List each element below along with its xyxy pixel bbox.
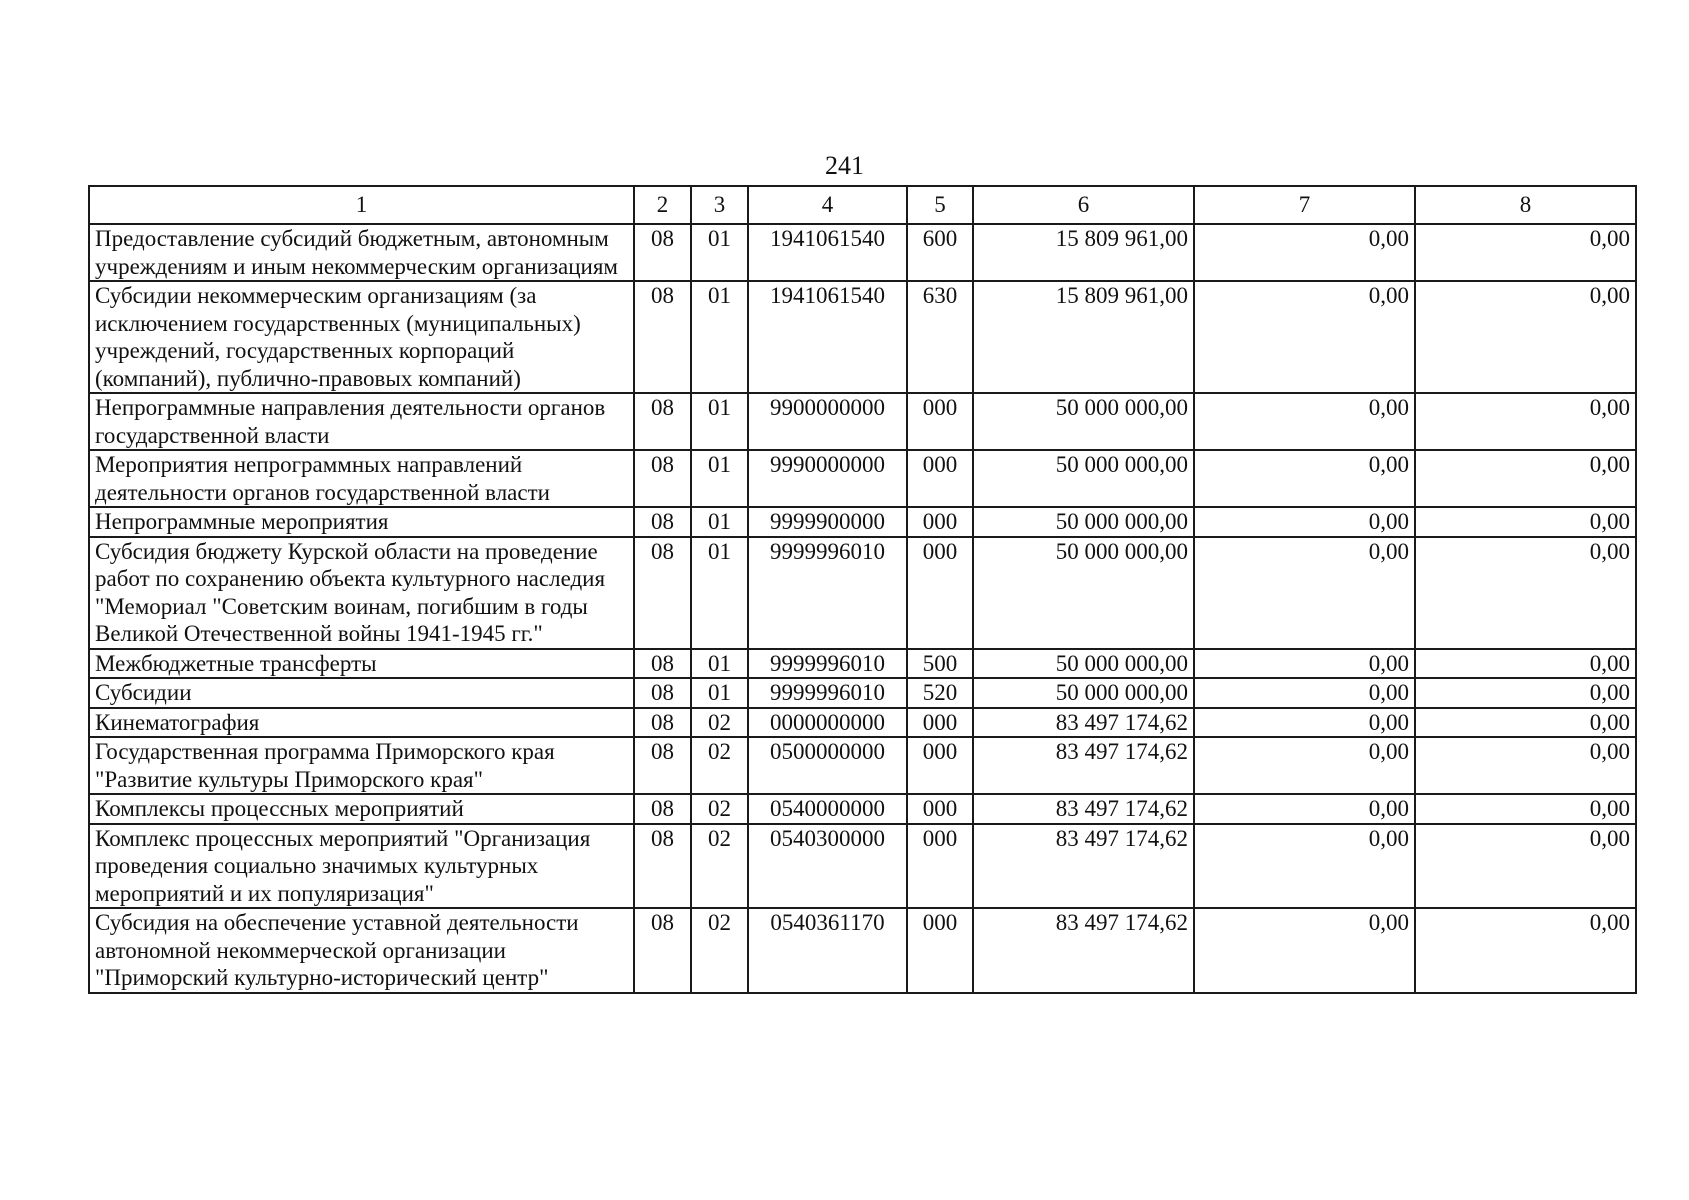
subsection-cell: 01 (691, 281, 748, 393)
amount-col6-cell: 50 000 000,00 (973, 537, 1194, 649)
amount-col8-cell: 0,00 (1415, 507, 1636, 537)
section-cell: 08 (634, 537, 691, 649)
subsection-cell: 01 (691, 393, 748, 450)
table-row (89, 393, 1636, 450)
amount-col8-cell: 0,00 (1415, 537, 1636, 649)
row-name-cell: Кинематография (89, 708, 634, 738)
amount-col7-cell: 0,00 (1194, 450, 1415, 507)
amount-col8-cell: 0,00 (1415, 824, 1636, 909)
subsection-cell: 02 (691, 824, 748, 909)
expense-type-cell: 000 (907, 824, 973, 909)
section-cell: 08 (634, 224, 691, 281)
subsection-cell: 01 (691, 507, 748, 537)
table-row (89, 708, 1636, 738)
header-row (89, 186, 1636, 224)
amount-col7-cell: 0,00 (1194, 507, 1415, 537)
row-name-cell: Государственная программа Приморского края "Развитие культуры Приморского края" (89, 737, 634, 794)
row-name-cell: Межбюджетные трансферты (89, 649, 634, 679)
expense-type-cell: 000 (907, 794, 973, 824)
table-body (89, 224, 1636, 993)
row-name-cell: Субсидия на обеспечение уставной деятельности автономной некоммерческой организации "Приморский культурно-исторический центр" (89, 908, 634, 993)
target-article-cell: 0000000000 (748, 708, 907, 738)
budget-table (88, 185, 1637, 994)
amount-col6-cell: 83 497 174,62 (973, 908, 1194, 993)
table-row (89, 824, 1636, 909)
page-number: 241 (825, 151, 864, 180)
amount-col7-cell: 0,00 (1194, 708, 1415, 738)
target-article-cell: 9999996010 (748, 678, 907, 708)
column-header: 7 (1194, 186, 1415, 224)
amount-col6-cell: 83 497 174,62 (973, 708, 1194, 738)
amount-col8-cell: 0,00 (1415, 224, 1636, 281)
table-row (89, 537, 1636, 649)
expense-type-cell: 500 (907, 649, 973, 679)
expense-type-cell: 000 (907, 393, 973, 450)
amount-col7-cell: 0,00 (1194, 908, 1415, 993)
subsection-cell: 02 (691, 908, 748, 993)
amount-col7-cell: 0,00 (1194, 537, 1415, 649)
table-row (89, 794, 1636, 824)
table-row (89, 737, 1636, 794)
table-row (89, 908, 1636, 993)
expense-type-cell: 000 (907, 908, 973, 993)
section-cell: 08 (634, 908, 691, 993)
section-cell: 08 (634, 708, 691, 738)
target-article-cell: 0500000000 (748, 737, 907, 794)
column-header: 3 (691, 186, 748, 224)
row-name-cell: Мероприятия непрограммных направлений деятельности органов государственной власти (89, 450, 634, 507)
subsection-cell: 02 (691, 794, 748, 824)
amount-col8-cell: 0,00 (1415, 450, 1636, 507)
row-name-cell: Предоставление субсидий бюджетным, автономным учреждениям и иным некоммерческим организациям (89, 224, 634, 281)
amount-col7-cell: 0,00 (1194, 794, 1415, 824)
amount-col7-cell: 0,00 (1194, 281, 1415, 393)
table-row (89, 281, 1636, 393)
amount-col8-cell: 0,00 (1415, 393, 1636, 450)
amount-col8-cell: 0,00 (1415, 708, 1636, 738)
amount-col6-cell: 50 000 000,00 (973, 649, 1194, 679)
column-header: 6 (973, 186, 1194, 224)
amount-col7-cell: 0,00 (1194, 737, 1415, 794)
subsection-cell: 02 (691, 708, 748, 738)
amount-col6-cell: 83 497 174,62 (973, 824, 1194, 909)
subsection-cell: 01 (691, 224, 748, 281)
expense-type-cell: 000 (907, 737, 973, 794)
expense-type-cell: 000 (907, 450, 973, 507)
target-article-cell: 9999996010 (748, 537, 907, 649)
column-header: 1 (89, 186, 634, 224)
amount-col6-cell: 83 497 174,62 (973, 794, 1194, 824)
table-row (89, 678, 1636, 708)
amount-col6-cell: 50 000 000,00 (973, 507, 1194, 537)
amount-col7-cell: 0,00 (1194, 393, 1415, 450)
expense-type-cell: 000 (907, 507, 973, 537)
row-name-cell: Субсидия бюджету Курской области на проведение работ по сохранению объекта культурного наследия "Мемориал "Советским воинам, погибшим в годы Великой Отечественной войны 1941-1945 гг." (89, 537, 634, 649)
row-name-cell: Субсидии некоммерческим организациям (за исключением государственных (муниципальных) учреждений, государственных корпораций (компаний), публично-правовых компаний) (89, 281, 634, 393)
row-name-cell: Комплексы процессных мероприятий (89, 794, 634, 824)
amount-col6-cell: 50 000 000,00 (973, 450, 1194, 507)
amount-col7-cell: 0,00 (1194, 649, 1415, 679)
section-cell: 08 (634, 678, 691, 708)
subsection-cell: 01 (691, 450, 748, 507)
target-article-cell: 1941061540 (748, 281, 907, 393)
target-article-cell: 0540361170 (748, 908, 907, 993)
target-article-cell: 9990000000 (748, 450, 907, 507)
section-cell: 08 (634, 281, 691, 393)
amount-col8-cell: 0,00 (1415, 737, 1636, 794)
subsection-cell: 02 (691, 737, 748, 794)
expense-type-cell: 600 (907, 224, 973, 281)
amount-col8-cell: 0,00 (1415, 281, 1636, 393)
row-name-cell: Субсидии (89, 678, 634, 708)
target-article-cell: 0540300000 (748, 824, 907, 909)
section-cell: 08 (634, 649, 691, 679)
target-article-cell: 9900000000 (748, 393, 907, 450)
section-cell: 08 (634, 737, 691, 794)
amount-col8-cell: 0,00 (1415, 908, 1636, 993)
section-cell: 08 (634, 794, 691, 824)
subsection-cell: 01 (691, 649, 748, 679)
column-header: 5 (907, 186, 973, 224)
amount-col8-cell: 0,00 (1415, 794, 1636, 824)
row-name-cell: Комплекс процессных мероприятий "Организация проведения социально значимых культурных мероприятий и их популяризация" (89, 824, 634, 909)
amount-col6-cell: 83 497 174,62 (973, 737, 1194, 794)
row-name-cell: Непрограммные мероприятия (89, 507, 634, 537)
amount-col8-cell: 0,00 (1415, 649, 1636, 679)
subsection-cell: 01 (691, 537, 748, 649)
column-header: 2 (634, 186, 691, 224)
expense-type-cell: 000 (907, 708, 973, 738)
target-article-cell: 0540000000 (748, 794, 907, 824)
amount-col8-cell: 0,00 (1415, 678, 1636, 708)
subsection-cell: 01 (691, 678, 748, 708)
table-row (89, 507, 1636, 537)
table-row (89, 224, 1636, 281)
target-article-cell: 9999996010 (748, 649, 907, 679)
target-article-cell: 9999900000 (748, 507, 907, 537)
amount-col6-cell: 50 000 000,00 (973, 678, 1194, 708)
amount-col7-cell: 0,00 (1194, 224, 1415, 281)
section-cell: 08 (634, 393, 691, 450)
amount-col6-cell: 15 809 961,00 (973, 281, 1194, 393)
expense-type-cell: 520 (907, 678, 973, 708)
table-row (89, 450, 1636, 507)
section-cell: 08 (634, 507, 691, 537)
table-row (89, 649, 1636, 679)
amount-col6-cell: 50 000 000,00 (973, 393, 1194, 450)
target-article-cell: 1941061540 (748, 224, 907, 281)
column-header: 8 (1415, 186, 1636, 224)
amount-col7-cell: 0,00 (1194, 678, 1415, 708)
expense-type-cell: 000 (907, 537, 973, 649)
column-header: 4 (748, 186, 907, 224)
expense-type-cell: 630 (907, 281, 973, 393)
row-name-cell: Непрограммные направления деятельности органов государственной власти (89, 393, 634, 450)
amount-col7-cell: 0,00 (1194, 824, 1415, 909)
section-cell: 08 (634, 450, 691, 507)
section-cell: 08 (634, 824, 691, 909)
amount-col6-cell: 15 809 961,00 (973, 224, 1194, 281)
